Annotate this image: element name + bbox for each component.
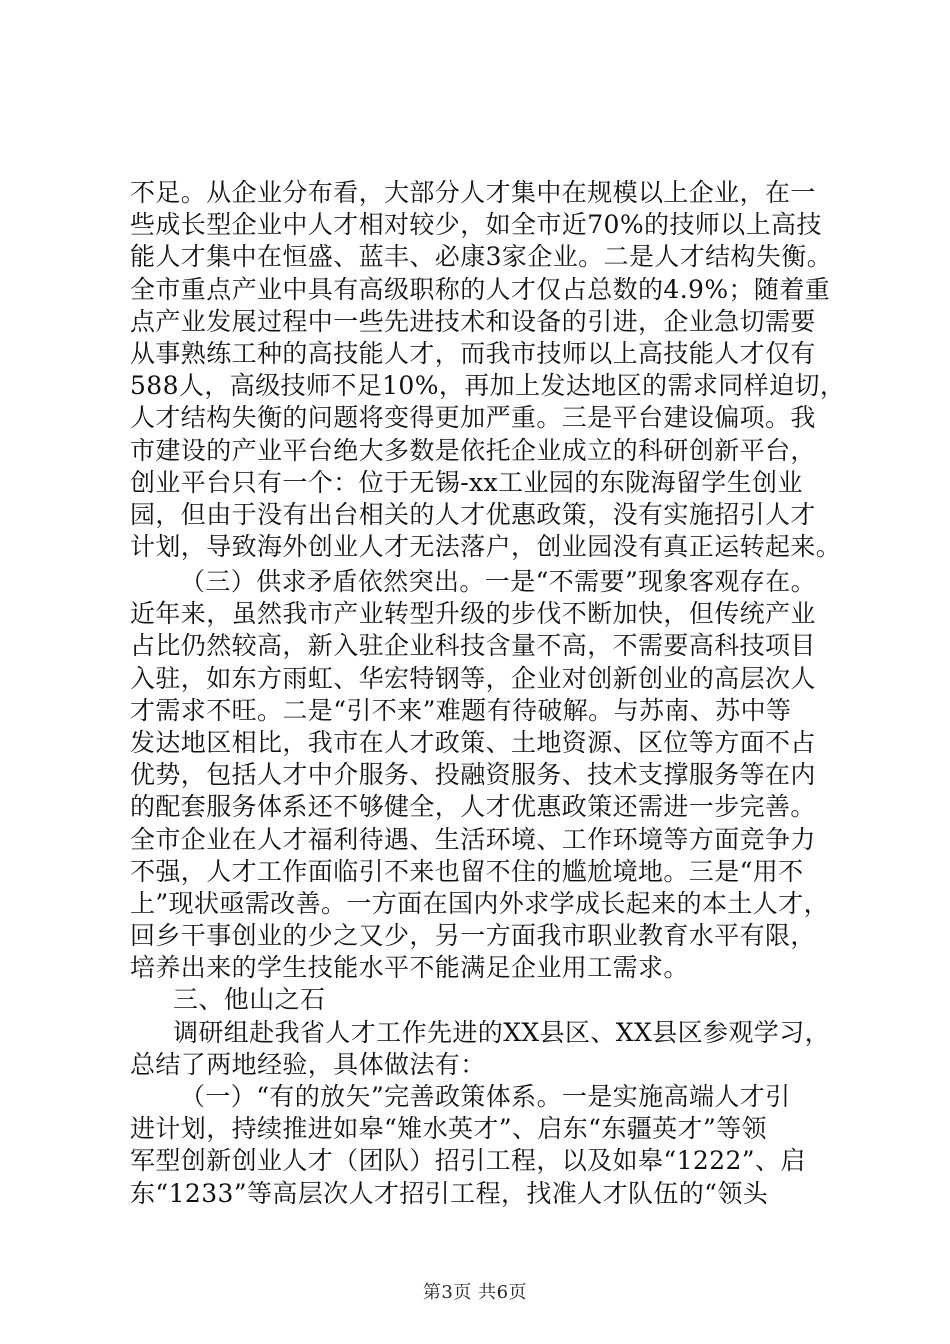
- text-line: 588人，高级技师不足10%，再加上发达地区的需求同样迫切，: [130, 371, 846, 401]
- text-line: 计划，导致海外创业人才无法落户，创业园没有真正运转起来。: [130, 532, 842, 562]
- text-line: 上”现状亟需改善。一方面在国内外求学成长起来的本土人才，: [130, 888, 829, 918]
- text-line: 全市重点产业中具有高级职称的人才仅占总数的4.9%；随着重: [130, 274, 831, 304]
- text-line: 东“1233”等高层次人才招引工程，找准人才队伍的“领头: [130, 1178, 769, 1208]
- text-line: 优势，包括人才中介服务、投融资服务、技术支撑服务等在内: [130, 760, 816, 790]
- text-line: 市建设的产业平台绝大多数是依托企业成立的科研创新平台，: [130, 435, 816, 465]
- paragraph-supply-demand: [130, 566, 830, 1210]
- text-line: 全市企业在人才福利待遇、生活环境、工作环境等方面竞争力: [130, 824, 816, 854]
- text-line: 从事熟练工种的高技能人才，而我市技师以上高技能人才仅有: [130, 338, 816, 368]
- section-title: 三、他山之石: [173, 985, 326, 1015]
- text-line: 园，但由于没有出台相关的人才优惠政策，没有实施招引人才: [130, 499, 816, 529]
- text-line: 点产业发展过程中一些先进技术和设备的引进，企业急切需要: [130, 306, 816, 336]
- text-line: 才需求不旺。二是“引不来”难题有待破解。与苏南、苏中等: [130, 695, 792, 725]
- text-line: 总结了两地经验，具体做法有：: [130, 1049, 486, 1079]
- text-line: 人才结构失衡的问题将变得更加严重。三是平台建设偏项。我: [130, 403, 816, 433]
- page-number-footer: 第3页 共6页: [422, 1282, 528, 1303]
- text-line: 入驻，如东方雨虹、华宏特钢等，企业对创新创业的高层次人: [130, 663, 816, 693]
- text-line: 不足。从企业分布看，大部分人才集中在规模以上企业，在一: [130, 178, 816, 207]
- text-line: 创业平台只有一个：位于无锡-xx工业园的东陇海留学生创业: [130, 467, 803, 497]
- text-line: 回乡干事创业的少之又少，另一方面我市职业教育水平有限，: [130, 921, 816, 951]
- text-line: 培养出来的学生技能水平不能满足企业用工需求。: [130, 953, 689, 983]
- text-line: 占比仍然较高，新入驻企业科技含量不高，不需要高科技项目: [130, 631, 816, 661]
- text-line: 进计划，持续推进如皋“雉水英才”、启东“东疆英才”等领: [130, 1114, 767, 1144]
- text-line: 的配套服务体系还不够健全，人才优惠政策还需进一步完善。: [130, 792, 816, 822]
- text-line: 些成长型企业中人才相对较少，如全市近70%的技师以上高技: [130, 210, 822, 240]
- text-line: 能人才集中在恒盛、蓝丰、必康3家企业。二是人才结构失衡。: [130, 242, 833, 272]
- text-line: 不强，人才工作面临引不来也留不住的尴尬境地。三是“用不: [130, 856, 804, 886]
- subsection-heading-line: （一）“有的放矢”完善政策体系。一是实施高端人才引: [180, 1082, 791, 1111]
- section-heading-line: （三）供求矛盾依然突出。一是“不需要”现象客观存在。: [180, 567, 816, 596]
- text-line: 调研组赴我省人才工作先进的XX县区、XX县区参观学习，: [173, 1017, 830, 1047]
- text-line: 发达地区相比，我市在人才政策、土地资源、区位等方面不占: [130, 727, 816, 757]
- text-line: 军型创新创业人才（团队）招引工程，以及如皋“1222”、启: [130, 1146, 806, 1176]
- text-line: 近年来，虽然我市产业转型升级的步伐不断加快，但传统产业: [130, 599, 816, 629]
- paragraph-talent-structure: [130, 177, 846, 563]
